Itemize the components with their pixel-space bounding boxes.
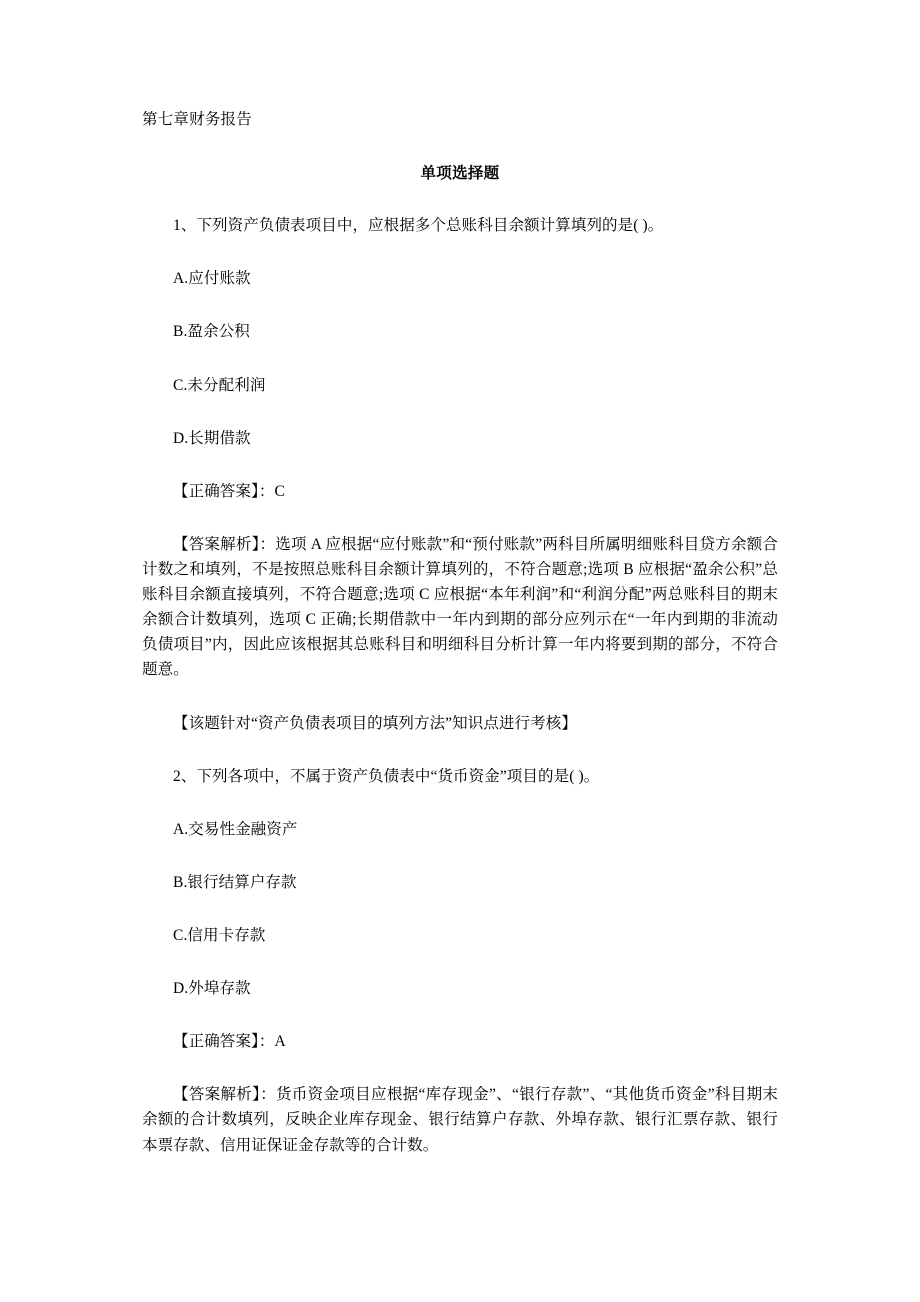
question-2-explanation: 【答案解析】：货币资金项目应根据“库存现金”、“银行存款”、“其他货币资金”科目期末余额的合计数填列，反映企业库存现金、银行结算户存款、外埠存款、银行汇票存款、银行本票存款、信用证保证金存款等的合计数。 <box>142 1086 778 1154</box>
question-1-knowledge-point: 【该题针对“资产负债表项目的填列方法”知识点进行考核】 <box>173 714 577 732</box>
question-1-option-a: A.应付账款 <box>173 270 251 288</box>
question-1-explanation: 【答案解析】：选项 A 应根据“应付账款”和“预付账款”两科目所属明细账科目贷方余额合计数之和填列，不是按照总账科目余额计算填列的，不符合题意;选项 B 应根据“盈余公积”总账科目余额直接填列，不符合题意;选项 C 应根据“本年利润”和“利润分配”两总账科目的期末余额合计数填列，选项 C 正确;长期借款中一年内到期的部分应列示在“一年内到期的非流动负债项目”内，因此应该根据其总账科目和明细科目分析计算一年内将要到期的部分，不符合题意。 <box>142 535 778 679</box>
question-2-stem: 2、下列各项中，不属于资产负债表中“货币资金”项目的是( )。 <box>173 767 600 785</box>
question-1-option-c: C.未分配利润 <box>173 376 266 394</box>
question-1-stem: 1、下列资产负债表项目中，应根据多个总账科目余额计算填列的是( )。 <box>173 217 664 235</box>
question-1-option-d: D.长期借款 <box>173 429 251 447</box>
page-title: 第七章财务报告 <box>142 111 252 128</box>
section-heading: 单项选择题 <box>420 165 500 183</box>
question-2-answer: 【正确答案】：A <box>173 1033 286 1051</box>
question-2-option-a: A.交易性金融资产 <box>173 820 298 838</box>
question-2-option-c: C.信用卡存款 <box>173 927 266 944</box>
question-1-answer: 【正确答案】：C <box>173 482 285 500</box>
question-2-option-d: D.外埠存款 <box>173 980 251 998</box>
question-2-option-b: B.银行结算户存款 <box>173 873 297 891</box>
question-1-option-b: B.盈余公积 <box>173 323 250 341</box>
